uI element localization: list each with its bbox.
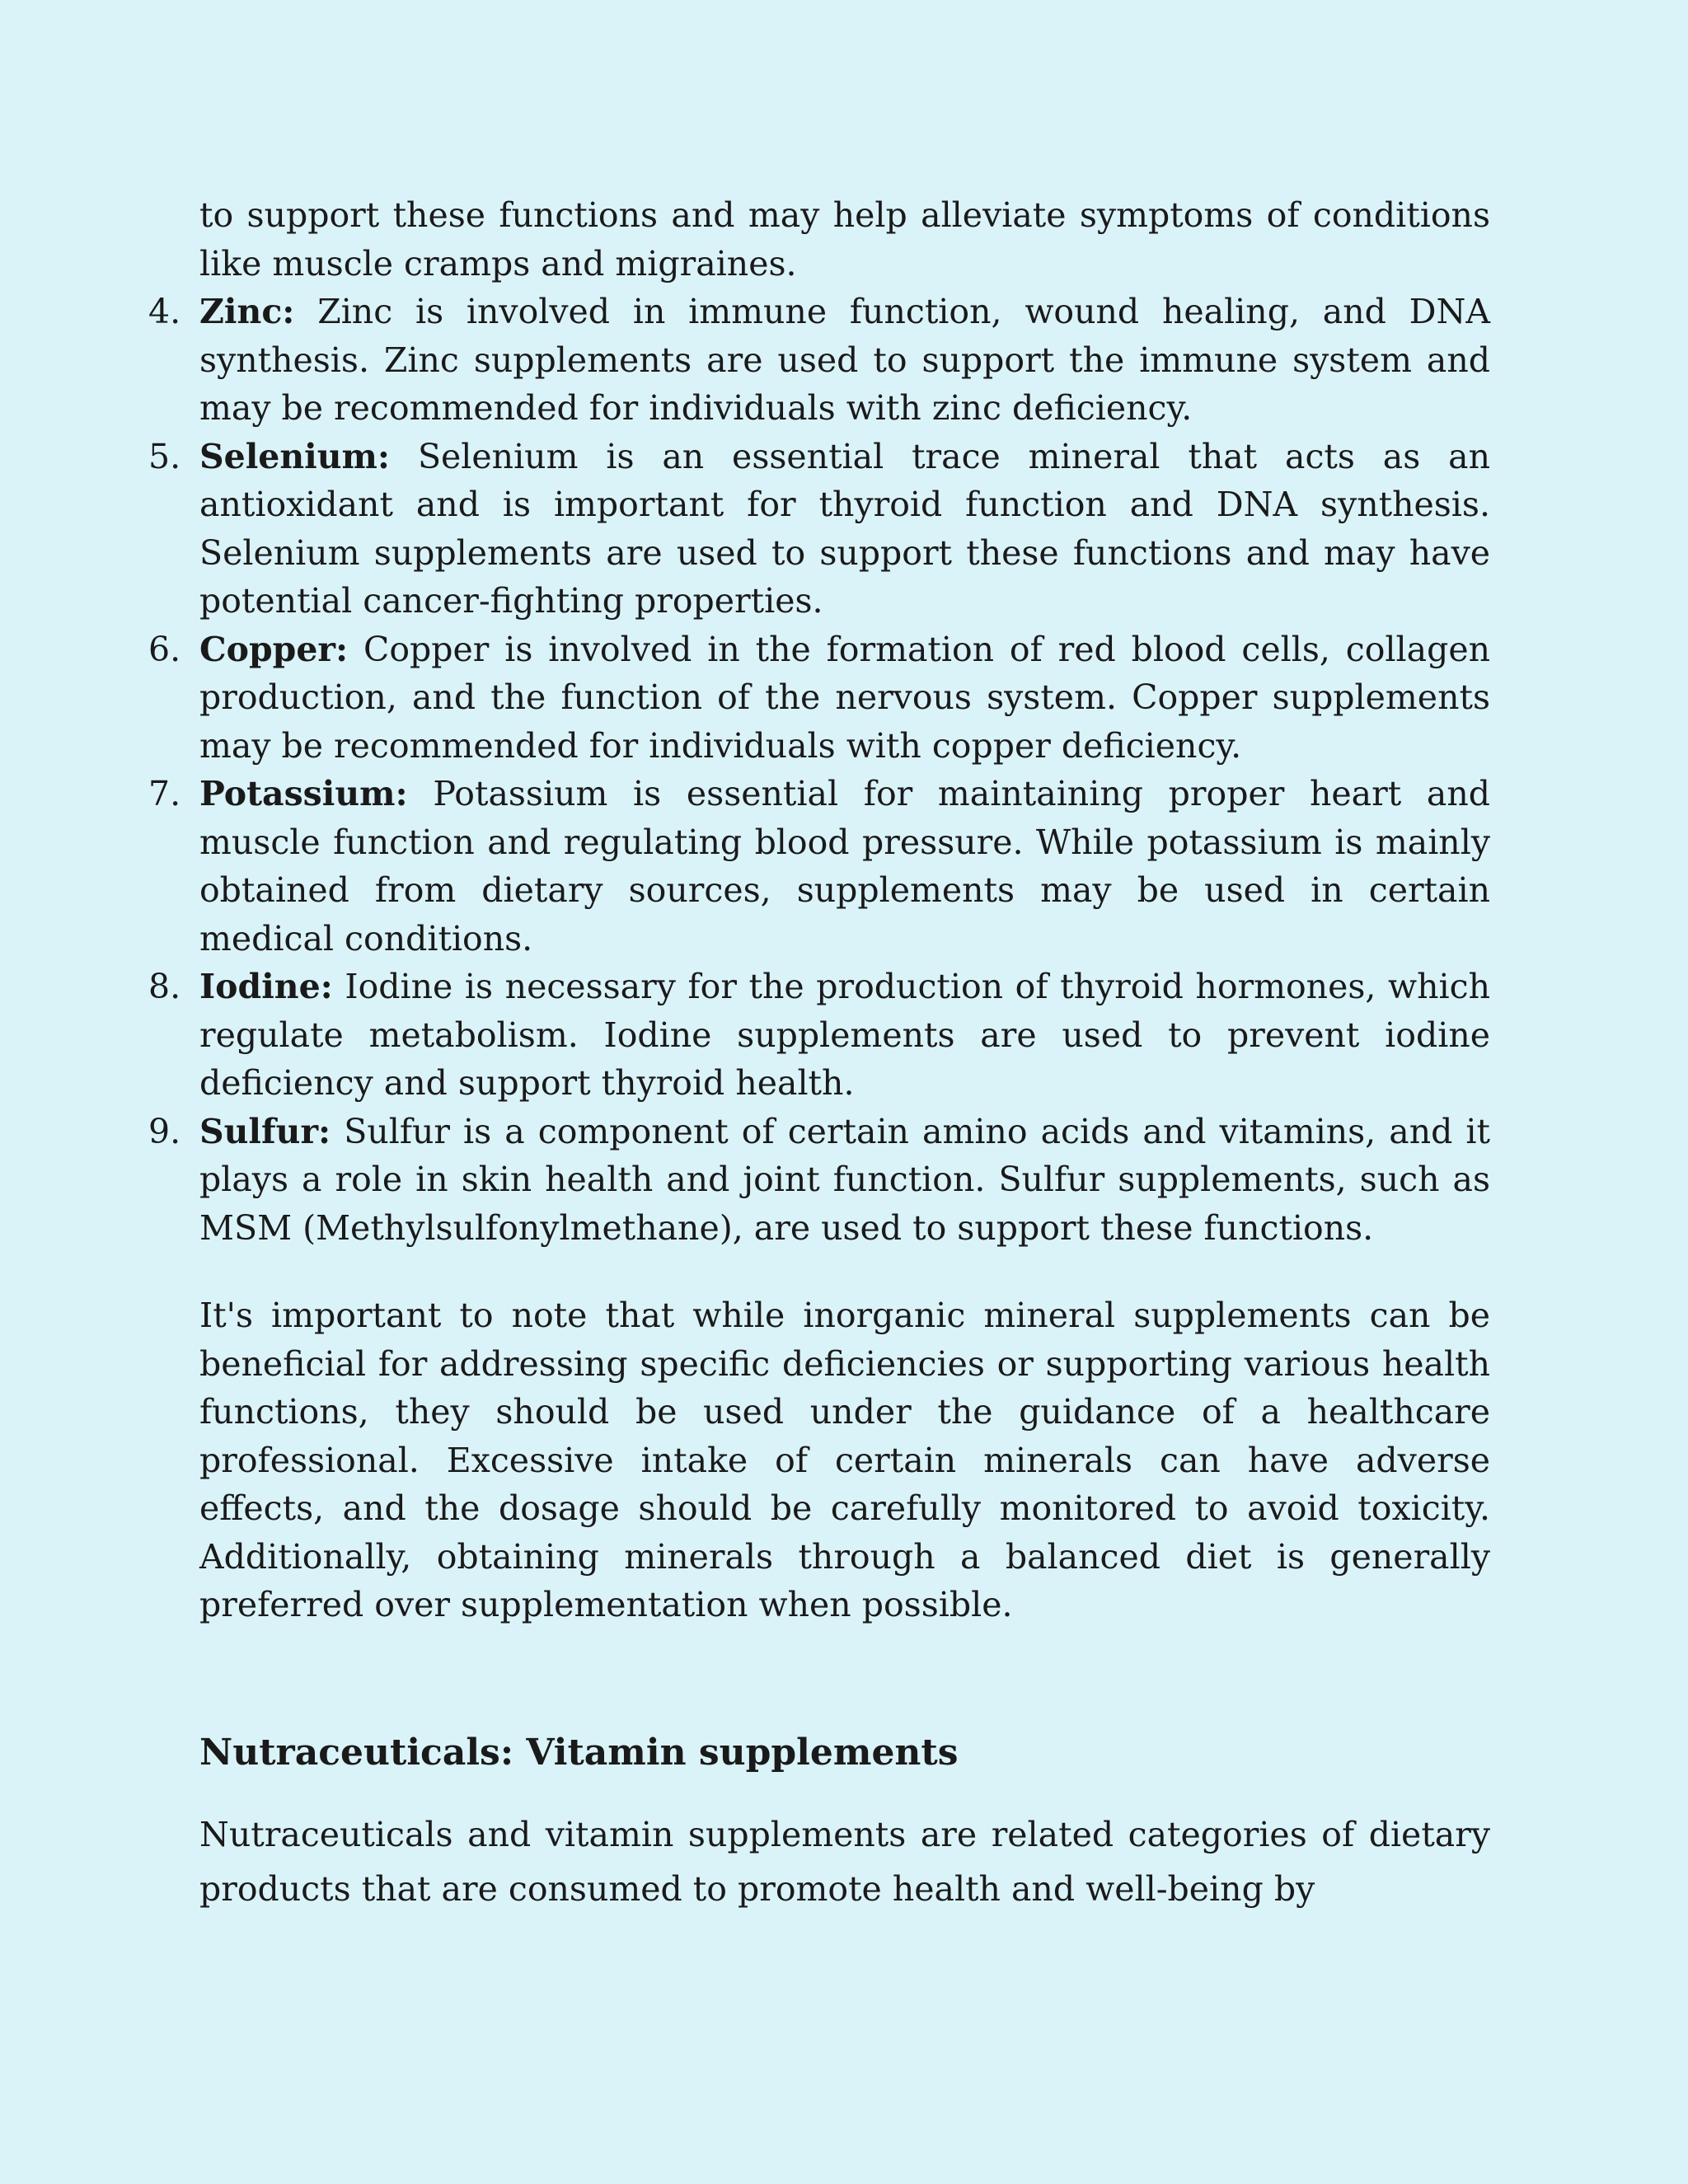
list-item-zinc (148, 288, 1490, 433)
list-text: Iodine is necessary for the production of thyroid hormones, which regulate metabolism. Iodine supplements are used to prevent iodine deficiency and support thyroid health. (199, 967, 1490, 1103)
list-term: Copper: (199, 629, 349, 669)
list-text: Sulfur is a component of certain amino acids and vitamins, and it plays a role in skin health and joint function. Sulfur supplements, such as MSM (Methylsulfonylmethane), are used to support these functions. (199, 1111, 1490, 1248)
list-number: 5. (148, 436, 181, 476)
list-number: 9. (148, 1111, 181, 1151)
list-item-potassium (148, 770, 1490, 963)
list-term: Selenium: (199, 436, 391, 476)
list-text: Copper is involved in the formation of red blood cells, collagen production, and the function of the nervous system. Copper supplements may be recommended for individuals with copper deficiency. (199, 629, 1490, 766)
mineral-list (148, 288, 1490, 1252)
list-number: 6. (148, 629, 181, 669)
section-heading: Nutraceuticals: Vitamin supplements (199, 1731, 959, 1774)
list-item-sulfur (148, 1108, 1490, 1253)
list-item-copper (148, 626, 1490, 771)
list-item-continuation: to support these functions and may help alleviate symptoms of conditions like muscle cramps and migraines. (199, 195, 1490, 284)
list-number: 4. (148, 292, 181, 331)
list-term: Sulfur: (199, 1111, 331, 1151)
list-text: Potassium is essential for maintaining proper heart and muscle function and regulating blood pressure. While potassium is mainly obtained from dietary sources, supplements may be used in certain medical conditions. (199, 774, 1490, 958)
list-term: Iodine: (199, 967, 333, 1006)
list-item-iodine (148, 963, 1490, 1108)
list-number: 7. (148, 774, 181, 813)
list-term: Potassium: (199, 774, 408, 813)
document-page (148, 191, 1490, 1916)
section-intro-paragraph: Nutraceuticals and vitamin supplements are related categories of dietary products that are consumed to promote health and well-being by (199, 1814, 1490, 1909)
list-text: Zinc is involved in immune function, wound healing, and DNA synthesis. Zinc supplements are used to support the immune system and may be recommended for individuals with zinc deficiency. (199, 292, 1490, 428)
list-item-selenium (148, 433, 1490, 626)
list-text: Selenium is an essential trace mineral that acts as an antioxidant and is important for thyroid function and DNA synthesis. Selenium supplements are used to support these functions and may have potential cancer-fighting properties. (199, 436, 1490, 621)
list-term: Zinc: (199, 292, 295, 331)
caution-paragraph: It's important to note that while inorganic mineral supplements can be beneficial for addressing specific deficiencies or supporting various health functions, they should be used under the guidance of a healthcare professional. Excessive intake of certain minerals can have adverse effects, and the dosage should be carefully monitored to avoid toxicity. Additionally, obtaining minerals through a balanced diet is generally preferred over supplementation when possible. (199, 1296, 1490, 1624)
list-number: 8. (148, 967, 181, 1006)
